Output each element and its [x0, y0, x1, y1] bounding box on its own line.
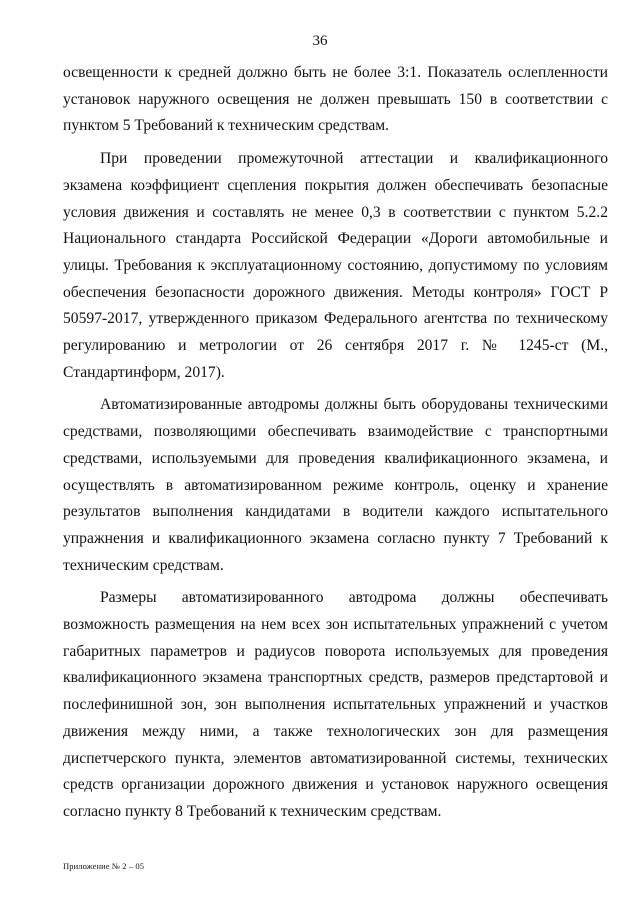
document-body	[63, 60, 608, 826]
paragraph-dimensions: Размеры автоматизированного автодрома должны обеспечивать возможность размещения на нем всех зон испытательных упражнений с учетом габаритных параметров и радиусов поворота используемых для проведения квалификационного экзамена транспортных средств, размеров предстартовой и послефинишной зон, зон выполнения испытательных упражнений и участков движения между ними, а также технологических зон для размещения диспетчерского пункта, элементов автоматизированной системы, технических средств организации дорожного движения и установок наружного освещения согласно пункту 8 Требований к техническим средствам.	[63, 589, 608, 820]
paragraph-coefficient: При проведении промежуточной аттестации и квалификационного экзамена коэффициент сцепления покрытия должен обеспечивать безопасные условия движения и составлять не менее 0,3 в соответствии с пунктом 5.2.2 Национального стандарта Российской Федерации «Дороги автомобильные и улицы. Требования к эксплуатационному состоянию, допустимому по условиям обеспечения безопасности дорожного движения. Методы контроля» ГОСТ Р 50597-2017, утвержденного приказом Федерального агентства по техническому регулированию и метрологии от 26 сентября 2017 г. № 1245-ст (М., Стандартинформ, 2017).	[63, 150, 608, 381]
paragraph-continuation: освещенности к средней должно быть не более 3:1. Показатель ослепленности установок наружного освещения не должен превышать 150 в соответствии с пунктом 5 Требований к техническим средствам.	[63, 64, 608, 135]
page-number: 36	[312, 33, 328, 49]
paragraph-automated-equipment: Автоматизированные автодромы должны быть оборудованы техническими средствами, позволяющими обеспечивать взаимодействие с транспортными средствами, используемыми для проведения квалификационного экзамена, и осуществлять в автоматизированном режиме контроль, оценку и хранение результатов выполнения кандидатами в водители каждого испытательного упражнения и квалификационного экзамена согласно пункту 7 Требований к техническим средствам.	[63, 396, 608, 574]
footer-appendix-label: Приложение № 2 – 05	[63, 861, 145, 871]
